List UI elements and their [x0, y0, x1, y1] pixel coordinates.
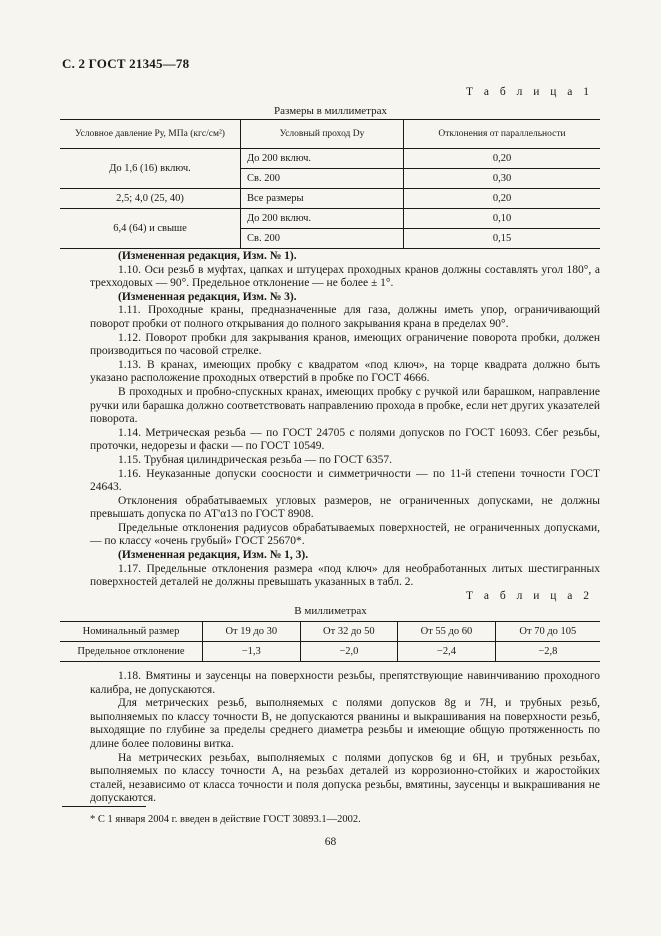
table2-header-range: От 70 до 105: [495, 622, 600, 642]
table1-cell-pressure: До 1,6 (16) включ.: [109, 163, 191, 174]
table1-cell-deviation: 0,30: [404, 169, 601, 189]
paragraph: Предельные отклонения радиусов обрабатываемых поверхностей, не ограниченных допусками, — по классу «очень грубый» ГОСТ 25670*.: [90, 521, 600, 548]
table-row: [60, 642, 600, 662]
table1-cell-passage: Св. 200: [241, 229, 404, 249]
paragraph: (Измененная редакция, Изм. № 1, 3).: [118, 549, 309, 562]
footnote-divider: [62, 806, 146, 807]
table1-header-passage: Условный проход Dу: [241, 120, 404, 149]
table1-cell-deviation: 0,20: [404, 149, 601, 169]
table2-cell-value: −1,3: [203, 642, 301, 662]
table1-units: Размеры в миллиметрах: [274, 105, 387, 117]
body-text: [90, 250, 600, 590]
paragraph: 1.11. Проходные краны, предназначенные для газа, должны иметь упор, ограничивающий поворот пробки от полного открывания до полного закрывания крана в пределах 90°.: [90, 304, 600, 330]
paragraph: 1.12. Поворот пробки для закрывания кранов, имеющих ограничение поворота пробки, должен производиться по часовой стрелке.: [90, 331, 600, 358]
table1-cell-deviation: 0,15: [404, 229, 601, 249]
table2-header-range: От 19 до 30: [203, 622, 301, 642]
paragraph: (Измененная редакция, Изм. № 3).: [118, 290, 297, 303]
table1-cell-deviation: 0,20: [404, 189, 601, 209]
table2-header-row: [60, 622, 600, 642]
table1-header-pressure: Условное давление Pу, МПа (кгс/см²): [60, 120, 241, 149]
table1-cell-pressure: 2,5; 4,0 (25, 40): [60, 189, 241, 209]
table2-cell-value: −2,0: [300, 642, 398, 662]
paragraph: На метрических резьбах, выполняемых с полями допусков 6g и 6Н, и трубных резьбах, выполняемых по классу точности А, на резьбах деталей из коррозионно-стойких и жаростойких сталей, независимо от класса точности и поля допуска резьбы, вмятины, заусенцы и выкрашивания не допускаются.: [90, 751, 600, 805]
table1-cell-passage: До 200 включ.: [241, 209, 404, 229]
table1-cell-passage: Все размеры: [241, 189, 404, 209]
paragraph: 1.17. Предельные отклонения размера «под ключ» для необработанных литых шестигранных поверхностей деталей не должны превышать указанных в табл. 2.: [90, 562, 600, 589]
table2-row-label: Предельное отклонение: [60, 642, 203, 662]
paragraph: 1.10. Оси резьб в муфтах, цапках и штуцерах проходных кранов должны составлять угол 180°, а трехходовых — 90°. Предельное отклонение — не более ± 1°.: [90, 263, 600, 290]
table-row: [60, 209, 600, 229]
table2-header-range: От 55 до 60: [398, 622, 496, 642]
page-number: 68: [324, 836, 337, 848]
paragraph: Отклонения обрабатываемых угловых размеров, не ограниченных допусками, не должны превышать допуска по АТ'α13 по ГОСТ 8908.: [90, 494, 600, 521]
table1-header-row: [60, 120, 600, 149]
paragraph: 1.16. Неуказанные допуски соосности и симметричности — по 11-й степени точности ГОСТ 24643.: [90, 467, 600, 494]
paragraph: 1.14. Метрическая резьба — по ГОСТ 24705 с полями допусков по ГОСТ 16093. Сбег резьбы, проточки, недорезы и фаски — по ГОСТ 10549.: [90, 426, 600, 453]
table-row: [60, 149, 600, 169]
footnote: * С 1 января 2004 г. введен в действие ГОСТ 30893.1—2002.: [90, 814, 361, 825]
table2-header-label: Номинальный размер: [60, 622, 203, 642]
page-header: С. 2 ГОСТ 21345—78: [62, 56, 190, 71]
table1-cell-deviation: 0,10: [404, 209, 601, 229]
paragraph: (Измененная редакция, Изм. № 1).: [118, 250, 297, 262]
table1-cell-passage: Св. 200: [241, 169, 404, 189]
table1-cell-pressure: 6,4 (64) и свыше: [60, 209, 241, 249]
paragraph: 1.15. Трубная цилиндрическая резьба — по ГОСТ 6357.: [118, 453, 393, 466]
table-row: [60, 189, 600, 209]
table1-cell-passage: До 200 включ.: [241, 149, 404, 169]
paragraph: 1.13. В кранах, имеющих пробку с квадратом «под ключ», на торце квадрата должно быть указано расположение проходных отверстий в пробке по ГОСТ 4666.: [90, 358, 600, 385]
table2-caption: Т а б л и ц а 2: [465, 590, 593, 602]
table2-header-range: От 32 до 50: [300, 622, 398, 642]
paragraph: Для метрических резьб, выполняемых с полями допусков 8g и 7Н, и трубных резьб, выполняемых по классу точности В, не допускаются рванины и выкрашивания на поверхности резьб, выходящие по глубине за пределы среднего диаметра резьбы и имеющие общую протяженность по длине более половины витка.: [90, 697, 600, 750]
table1: [60, 119, 600, 249]
table2-units: В миллиметрах: [294, 605, 367, 617]
body-text-2: [90, 670, 600, 806]
table1-header-deviation: Отклонения от параллельности: [404, 120, 601, 149]
table2: [60, 621, 600, 662]
paragraph: 1.18. Вмятины и заусенцы на поверхности резьбы, препятствующие навинчиванию проходного калибра, не допускаются.: [90, 670, 600, 696]
paragraph: В проходных и пробно-спускных кранах, имеющих пробку с ручкой или барашком, направление ручки или барашка должно соответствовать направлению прохода в пробке, если нет других указателей поворота.: [90, 385, 600, 426]
table2-cell-value: −2,4: [398, 642, 496, 662]
table2-cell-value: −2,8: [495, 642, 600, 662]
table1-caption: Т а б л и ц а 1: [465, 86, 593, 98]
